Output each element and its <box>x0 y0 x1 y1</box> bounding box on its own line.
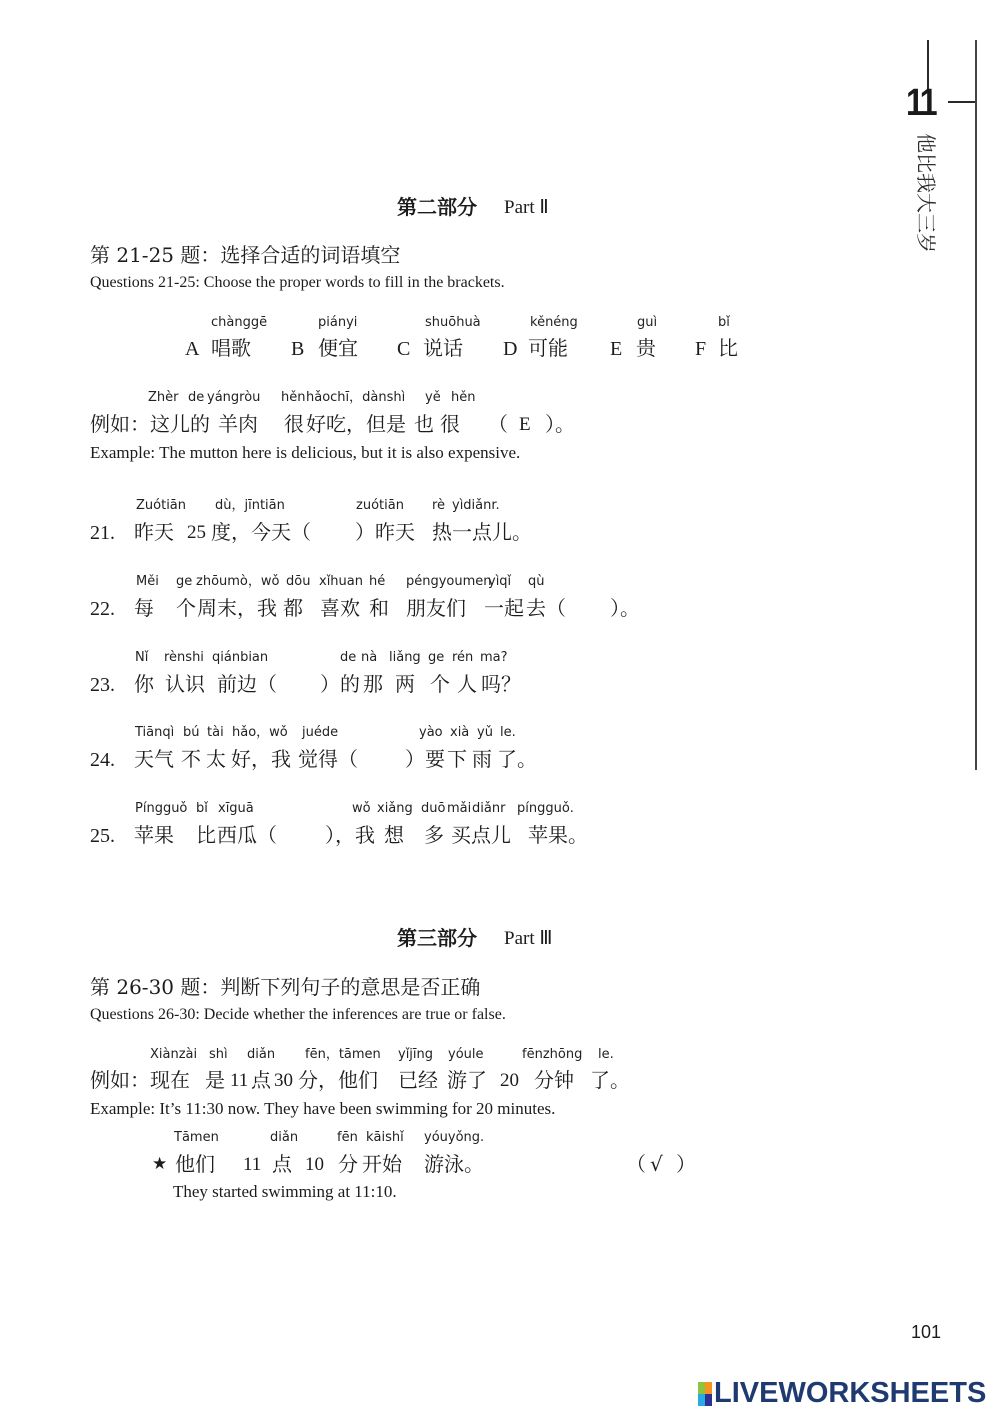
pinyin-text: hǎochī，dànshì <box>306 390 406 405</box>
chinese-number: 25 <box>187 522 206 543</box>
pinyin-text: bǐ <box>196 801 208 816</box>
example-translation: Example: The mutton here is delicious, but it is also expensive. <box>90 443 521 462</box>
part3-heading-cn: 第三部分 <box>397 926 477 950</box>
chinese-text: 开始 <box>362 1152 402 1176</box>
answer-blank-25[interactable] <box>277 823 325 847</box>
pinyin-text: Tiānqì <box>135 725 175 740</box>
pinyin-text: péngyoumen <box>406 574 492 589</box>
pinyin-text: yìqǐ <box>488 574 512 589</box>
pinyin-text: shì <box>209 1047 228 1062</box>
pinyin-text: Xiànzài <box>150 1047 198 1062</box>
pinyin-text: yě <box>425 390 441 405</box>
chinese-text: 度，今天（ <box>211 520 311 544</box>
chinese-text: 很 <box>440 412 460 436</box>
answer-blank-24[interactable] <box>358 747 405 771</box>
page-number: 101 <box>911 1322 942 1342</box>
chinese-text: 人 <box>457 672 477 696</box>
pinyin-text: dù，jīntiān <box>215 498 285 513</box>
chinese-text: 了。 <box>590 1068 630 1092</box>
pinyin-text: yìdiǎnr. <box>452 498 500 513</box>
chinese-text: 他们 <box>175 1152 215 1176</box>
option-word: 可能 <box>528 336 568 360</box>
example-translation: Example: It’s 11:30 now. They have been swimming for 20 minutes. <box>90 1099 556 1118</box>
option-letter: C <box>397 338 411 360</box>
pinyin-text: qù <box>528 574 545 589</box>
example-label: 例如： <box>90 1068 150 1092</box>
pinyin-text: xīguā <box>218 801 254 816</box>
pinyin-text: diǎn <box>270 1130 299 1145</box>
chinese-text: 去（ <box>526 596 566 620</box>
chinese-text: 昨天 <box>134 520 174 544</box>
pinyin-text: yóuyǒng. <box>424 1130 485 1145</box>
pinyin-text: hěn <box>281 390 306 405</box>
chinese-text: 两 <box>395 672 415 696</box>
pinyin-text: diǎnr <box>472 801 506 816</box>
chinese-text: 一点儿。 <box>452 520 532 544</box>
pinyin-text: liǎng <box>389 650 421 665</box>
chinese-text: 好，我 <box>231 747 291 771</box>
chinese-text: 朋友们 <box>406 596 466 620</box>
chinese-text: ），我 <box>325 823 375 847</box>
pinyin-text: nà <box>361 650 378 665</box>
chinese-text: 下 <box>447 747 467 771</box>
option-letter: D <box>503 338 518 360</box>
pinyin-text: rènshi <box>164 650 204 665</box>
bracket-open: （ <box>626 1152 646 1176</box>
chinese-text: 多 <box>424 823 444 847</box>
pinyin-text: dōu <box>286 574 311 589</box>
pinyin-text: hǎo，wǒ <box>232 725 288 740</box>
pinyin-text: le. <box>500 725 516 740</box>
liveworksheets-logo-icon <box>698 1382 712 1406</box>
chinese-text: 也 <box>414 412 434 436</box>
bracket-close: ）。 <box>545 412 575 436</box>
chapter-tick-line <box>948 101 976 103</box>
option-letter: B <box>291 338 305 360</box>
question-number: 24. <box>90 749 115 771</box>
pinyin-text: yǐjīng <box>398 1047 434 1062</box>
pinyin-text: ge <box>428 650 445 665</box>
chinese-number: 10 <box>305 1154 324 1175</box>
option-pinyin: shuōhuà <box>425 315 481 330</box>
chinese-text: 现在 <box>150 1068 190 1092</box>
chinese-number: 11 <box>230 1070 249 1091</box>
answer-blank-23[interactable] <box>277 672 320 696</box>
option-pinyin: kěnéng <box>530 315 578 330</box>
pinyin-text: yángròu <box>207 390 261 405</box>
option-pinyin: bǐ <box>718 315 730 330</box>
example-answer: E <box>519 414 531 435</box>
pinyin-text: Nǐ <box>135 650 149 665</box>
pinyin-text: rén <box>452 650 474 665</box>
statement-translation: They started swimming at 11:10. <box>173 1182 397 1201</box>
pinyin-text: hé <box>369 574 386 589</box>
pinyin-text: wǒ <box>352 801 371 816</box>
pinyin-text: fēnzhōng <box>522 1047 583 1062</box>
question-number: 25. <box>90 825 115 847</box>
chinese-text: ）要 <box>405 747 445 771</box>
answer-blank-22[interactable] <box>566 596 610 620</box>
option-letter: F <box>695 338 707 360</box>
chinese-text: 是 <box>205 1068 225 1092</box>
question-number: 22. <box>90 598 115 620</box>
option-word: 说话 <box>423 336 463 360</box>
option-word: 便宜 <box>318 336 358 360</box>
pinyin-text: píngguǒ. <box>517 801 574 816</box>
chinese-text: 周末，我 <box>197 596 277 620</box>
pinyin-text: mǎi <box>447 801 472 816</box>
bracket-open: （ <box>488 412 508 436</box>
option-word: 贵 <box>636 336 656 360</box>
chinese-text: ）昨天 <box>355 520 415 544</box>
pinyin-text: fēn <box>337 1130 358 1145</box>
chinese-text: 个 <box>430 672 450 696</box>
part2-instruction-en: Questions 21-25: Choose the proper words to fill in the brackets. <box>90 274 505 291</box>
chinese-text: 喜欢 <box>320 596 360 620</box>
pinyin-text: duō <box>421 801 446 816</box>
pinyin-text: zuótiān <box>356 498 404 513</box>
chinese-text: 每 <box>134 596 154 620</box>
pinyin-text: Měi <box>136 574 159 589</box>
pinyin-text: rè <box>432 498 446 513</box>
pinyin-text: Tāmen <box>174 1130 219 1145</box>
pinyin-text: ma? <box>480 650 508 665</box>
option-letter: A <box>185 338 200 360</box>
pinyin-text: fēn，tāmen <box>305 1047 381 1062</box>
chinese-text: 分，他们 <box>298 1068 378 1092</box>
pinyin-text: diǎn <box>247 1047 276 1062</box>
pinyin-text: kāishǐ <box>366 1130 404 1145</box>
chinese-text: 点 <box>272 1152 292 1176</box>
question-number: 21. <box>90 522 115 544</box>
chinese-text: 前边（ <box>217 672 277 696</box>
pinyin-text: qiánbian <box>212 650 269 665</box>
chinese-text: 那 <box>363 672 383 696</box>
chapter-title: 他比我大三岁 <box>914 133 938 253</box>
pinyin-text: zhōumò，wǒ <box>196 574 280 589</box>
chinese-text: 羊肉 <box>218 412 258 436</box>
pinyin-text: juéde <box>302 725 339 740</box>
part2-heading-en: Part Ⅱ <box>504 197 549 218</box>
chinese-text: 点 <box>251 1068 271 1092</box>
question-number: 23. <box>90 674 115 696</box>
chinese-text: 好吃，但是 <box>306 412 406 436</box>
option-pinyin: piányi <box>318 315 358 330</box>
option-word: 比 <box>718 336 738 360</box>
part3-heading-en: Part Ⅲ <box>504 928 553 949</box>
chinese-text: 游泳。 <box>424 1152 484 1176</box>
pinyin-text: bú <box>183 725 200 740</box>
chinese-text: 买点儿 <box>451 823 511 847</box>
chinese-text: 西瓜（ <box>217 823 277 847</box>
pinyin-text: ge <box>176 574 193 589</box>
chinese-text: 天气 <box>134 747 174 771</box>
chinese-text: 和 <box>369 596 389 620</box>
pinyin-text: de <box>188 390 205 405</box>
chinese-text: 认识 <box>165 672 205 696</box>
chinese-text: 热 <box>432 520 452 544</box>
chinese-text: 个 <box>176 596 196 620</box>
chinese-number: 11 <box>243 1154 262 1175</box>
pinyin-text: yào <box>419 725 443 740</box>
chinese-text: 苹果 <box>134 823 174 847</box>
star-icon: ★ <box>152 1154 168 1174</box>
chinese-text: 游了 <box>447 1068 487 1092</box>
chinese-text: 比 <box>196 823 216 847</box>
chinese-text: ）的 <box>320 672 360 696</box>
pinyin-text: xià <box>450 725 470 740</box>
pinyin-text: Zuótiān <box>136 498 187 513</box>
option-pinyin: guì <box>637 315 658 330</box>
pinyin-text: tài <box>207 725 224 740</box>
pinyin-text: yóule <box>448 1047 484 1062</box>
pinyin-text: Zhèr <box>148 390 179 405</box>
chinese-text: 雨 <box>472 747 492 771</box>
chinese-text: 很 <box>284 412 304 436</box>
pinyin-text: Píngguǒ <box>135 801 188 816</box>
chinese-text: 一起 <box>484 596 524 620</box>
chinese-text: 吗？ <box>481 672 521 696</box>
part3-instruction-en: Questions 26-30: Decide whether the inferences are true or false. <box>90 1006 506 1023</box>
option-pinyin: chànggē <box>211 315 268 330</box>
liveworksheets-logo-text: LIVEWORKSHEETS <box>714 1377 987 1409</box>
pinyin-text: de <box>340 650 357 665</box>
chinese-text: 想 <box>384 823 404 847</box>
chinese-text: 你 <box>134 672 154 696</box>
option-letter: E <box>610 338 623 360</box>
chinese-text: ）。 <box>610 596 640 620</box>
chinese-number: 30 <box>274 1070 293 1091</box>
pinyin-text: xiǎng <box>377 801 413 816</box>
pinyin-text: hěn <box>451 390 476 405</box>
checkmark-answer: √ <box>650 1152 663 1176</box>
part2-heading-cn: 第二部分 <box>397 195 477 219</box>
chinese-text: 了。 <box>497 747 537 771</box>
pinyin-text: xǐhuan <box>319 574 363 589</box>
chinese-number: 20 <box>500 1070 519 1091</box>
example-label: 例如： <box>90 412 150 436</box>
chinese-text: 觉得（ <box>298 747 358 771</box>
part3-instruction-cn: 第 26-30 题：判断下列句子的意思是否正确 <box>90 975 481 999</box>
chinese-text: 已经 <box>398 1068 438 1092</box>
chinese-text: 苹果。 <box>528 823 588 847</box>
part2-instruction-cn: 第 21-25 题：选择合适的词语填空 <box>90 243 401 267</box>
chinese-text: 分钟 <box>534 1068 574 1092</box>
answer-blank-21[interactable] <box>311 520 355 544</box>
pinyin-text: yǔ <box>477 725 493 740</box>
chinese-text: 分 <box>338 1152 358 1176</box>
chinese-text: 这儿的 <box>150 412 210 436</box>
chinese-text: 太 <box>206 747 226 771</box>
pinyin-text: le. <box>598 1047 614 1062</box>
chinese-text: 不 <box>181 747 201 771</box>
chinese-text: 都 <box>283 596 303 620</box>
margin-rule <box>975 40 977 770</box>
option-word: 唱歌 <box>211 336 251 360</box>
bracket-close: ） <box>676 1152 696 1176</box>
chapter-number: 11 <box>906 82 936 124</box>
